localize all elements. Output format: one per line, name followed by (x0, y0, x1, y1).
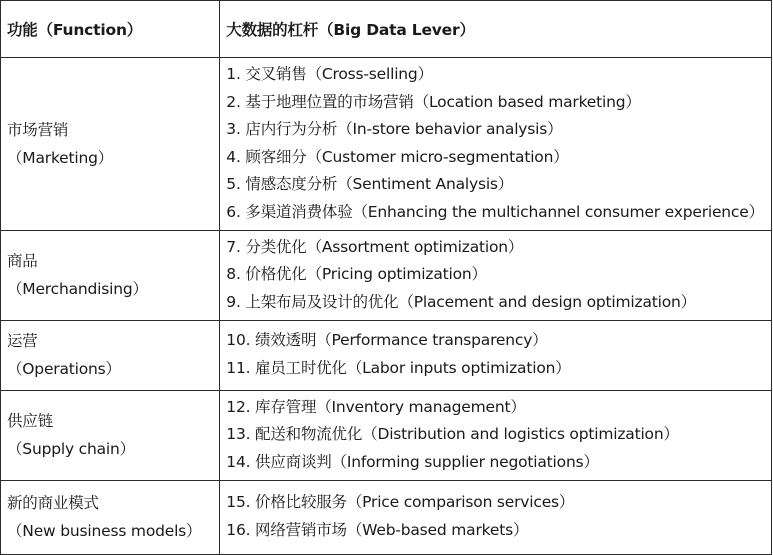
lever-list (220, 230, 772, 320)
function-name-en: （New business models） (7, 522, 202, 541)
lever-item: 5. 情感态度分析（Sentiment Analysis） (226, 175, 514, 194)
lever-item: 1. 交叉销售（Cross-selling） (226, 65, 433, 83)
table-row-merchandising (1, 230, 772, 320)
lever-item: 11. 雇员工时优化（Labor inputs optimization） (226, 359, 571, 378)
lever-item: 6. 多渠道消费体验（Enhancing the multichannel consumer experience） (226, 202, 764, 221)
function-name-cn: 运营 (7, 332, 38, 351)
function-cell (1, 58, 220, 231)
table-row-supply-chain (1, 390, 772, 480)
function-name-cn: 商品 (7, 252, 38, 271)
function-name-cn: 市场营销 (7, 120, 69, 139)
lever-item: 15. 价格比较服务（Price comparison services） (226, 493, 575, 512)
header-big-data-lever: 大数据的杠杆（Big Data Lever） (220, 1, 772, 58)
lever-item: 7. 分类优化（Assortment optimization） (226, 237, 524, 256)
lever-item: 3. 店内行为分析（In-store behavior analysis） (226, 120, 563, 139)
lever-item: 12. 库存管理（Inventory management） (226, 397, 526, 416)
lever-list (220, 390, 772, 480)
function-name-en: （Merchandising） (7, 280, 148, 299)
lever-item: 9. 上架布局及设计的优化（Placement and design optimization） (226, 292, 696, 311)
function-cell (1, 230, 220, 320)
table-row-operations (1, 320, 772, 390)
function-name-cn: 供应链 (7, 412, 53, 431)
header-function: 功能（Function） (1, 1, 220, 58)
lever-item: 4. 顾客细分（Customer micro-segmentation） (226, 147, 569, 166)
lever-list (220, 480, 772, 554)
function-name-en: （Marketing） (7, 148, 114, 167)
lever-list (220, 320, 772, 390)
lever-item: 14. 供应商谈判（Informing supplier negotiations） (226, 452, 599, 471)
function-name-en: （Operations） (7, 360, 121, 379)
function-name-en: （Supply chain） (7, 440, 135, 459)
lever-item: 2. 基于地理位置的市场营销（Location based marketing） (226, 92, 641, 111)
function-cell (1, 480, 220, 554)
function-cell (1, 390, 220, 480)
lever-item: 8. 价格优化（Pricing optimization） (226, 265, 487, 284)
lever-item: 13. 配送和物流优化（Distribution and logistics optimization） (226, 425, 679, 444)
table-row-new-business-models (1, 480, 772, 554)
table-row-marketing (1, 58, 772, 231)
lever-list (220, 58, 772, 231)
lever-item: 10. 绩效透明（Performance transparency） (226, 331, 548, 350)
header-row (1, 1, 772, 58)
lever-item: 16. 网络营销市场（Web-based markets） (226, 521, 529, 540)
function-cell (1, 320, 220, 390)
function-name-cn: 新的商业模式 (7, 494, 99, 513)
